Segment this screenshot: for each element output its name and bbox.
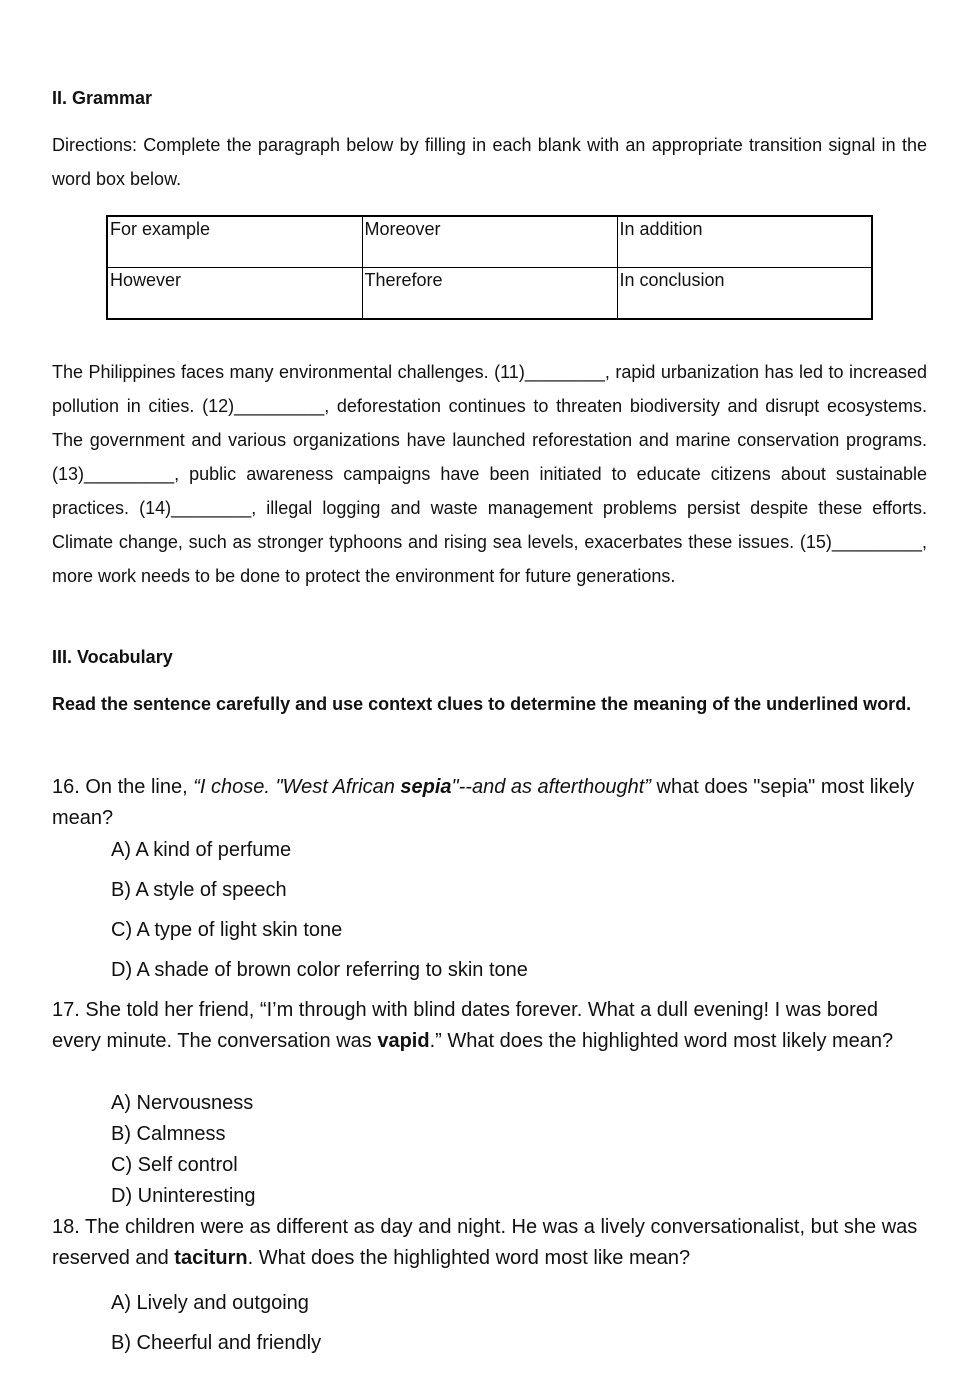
q16-word: sepia bbox=[400, 776, 452, 798]
q16-quote-end: "--and as afterthought” bbox=[451, 776, 651, 798]
word-cell: In conclusion bbox=[617, 268, 872, 320]
word-cell: However bbox=[107, 268, 362, 320]
word-cell: For example bbox=[107, 216, 362, 268]
q16-quote: “I chose. "West African bbox=[193, 776, 401, 798]
question-17 bbox=[52, 995, 932, 1057]
q18-text-end: . What does the highlighted word most like mean? bbox=[247, 1247, 691, 1269]
q17-word: vapid bbox=[377, 1030, 430, 1052]
q16-text: 16. On the line, bbox=[52, 776, 194, 798]
option: A) Lively and outgoing bbox=[111, 1292, 309, 1314]
option: B) Calmness bbox=[111, 1123, 226, 1145]
word-cell: Moreover bbox=[362, 216, 617, 268]
option: A) A kind of perfume bbox=[111, 839, 292, 861]
q16-text-end: what does "sepia" most likely mean? bbox=[52, 776, 915, 829]
option: B) A style of speech bbox=[111, 879, 287, 901]
q17-text: 17. She told her friend, “I’m through with blind dates forever. What a dull evening! I was bored every minute. The conversation was bbox=[52, 999, 879, 1052]
option: C) A type of light skin tone bbox=[111, 919, 343, 941]
vocabulary-heading: III. Vocabulary bbox=[52, 647, 173, 667]
question-16 bbox=[52, 772, 932, 834]
q17-text-end: .” What does the highlighted word most likely mean? bbox=[429, 1030, 894, 1052]
option: D) A shade of brown color referring to skin tone bbox=[111, 959, 528, 981]
grammar-directions: Directions: Complete the paragraph below by filling in each blank with an appropriate transition signal in the word box below. bbox=[52, 135, 927, 189]
q18-text: 18. The children were as different as day and night. He was a lively conversationalist, but she was reserved and bbox=[52, 1216, 918, 1269]
word-cell: Therefore bbox=[362, 268, 617, 320]
vocabulary-instructions: Read the sentence carefully and use context clues to determine the meaning of the underlined word. bbox=[52, 694, 912, 714]
option: C) Self control bbox=[111, 1154, 238, 1176]
word-box bbox=[106, 215, 873, 320]
question-18 bbox=[52, 1212, 932, 1274]
option: A) Nervousness bbox=[111, 1092, 254, 1114]
option: D) Uninteresting bbox=[111, 1185, 256, 1207]
grammar-paragraph: The Philippines faces many environmental challenges. (11)________, rapid urbanization has led to increased pollution in cities. (12)_________, deforestation continues to threaten biodiversity and disrupt ecosystems. The government and various organizations have launched reforestation and marine conservation programs. (13)_________, public awareness campaigns have been initiated to educate citizens about sustainable practices. (14)________, illegal logging and waste management problems persist despite these efforts. Climate change, such as stronger typhoons and rising sea levels, exacerbates these issues. (15)_________, more work needs to be done to protect the environment for future generations. bbox=[52, 362, 927, 586]
option: B) Cheerful and friendly bbox=[111, 1332, 322, 1354]
word-cell: In addition bbox=[617, 216, 872, 268]
q18-word: taciturn bbox=[174, 1247, 248, 1269]
grammar-heading: II. Grammar bbox=[52, 88, 153, 108]
